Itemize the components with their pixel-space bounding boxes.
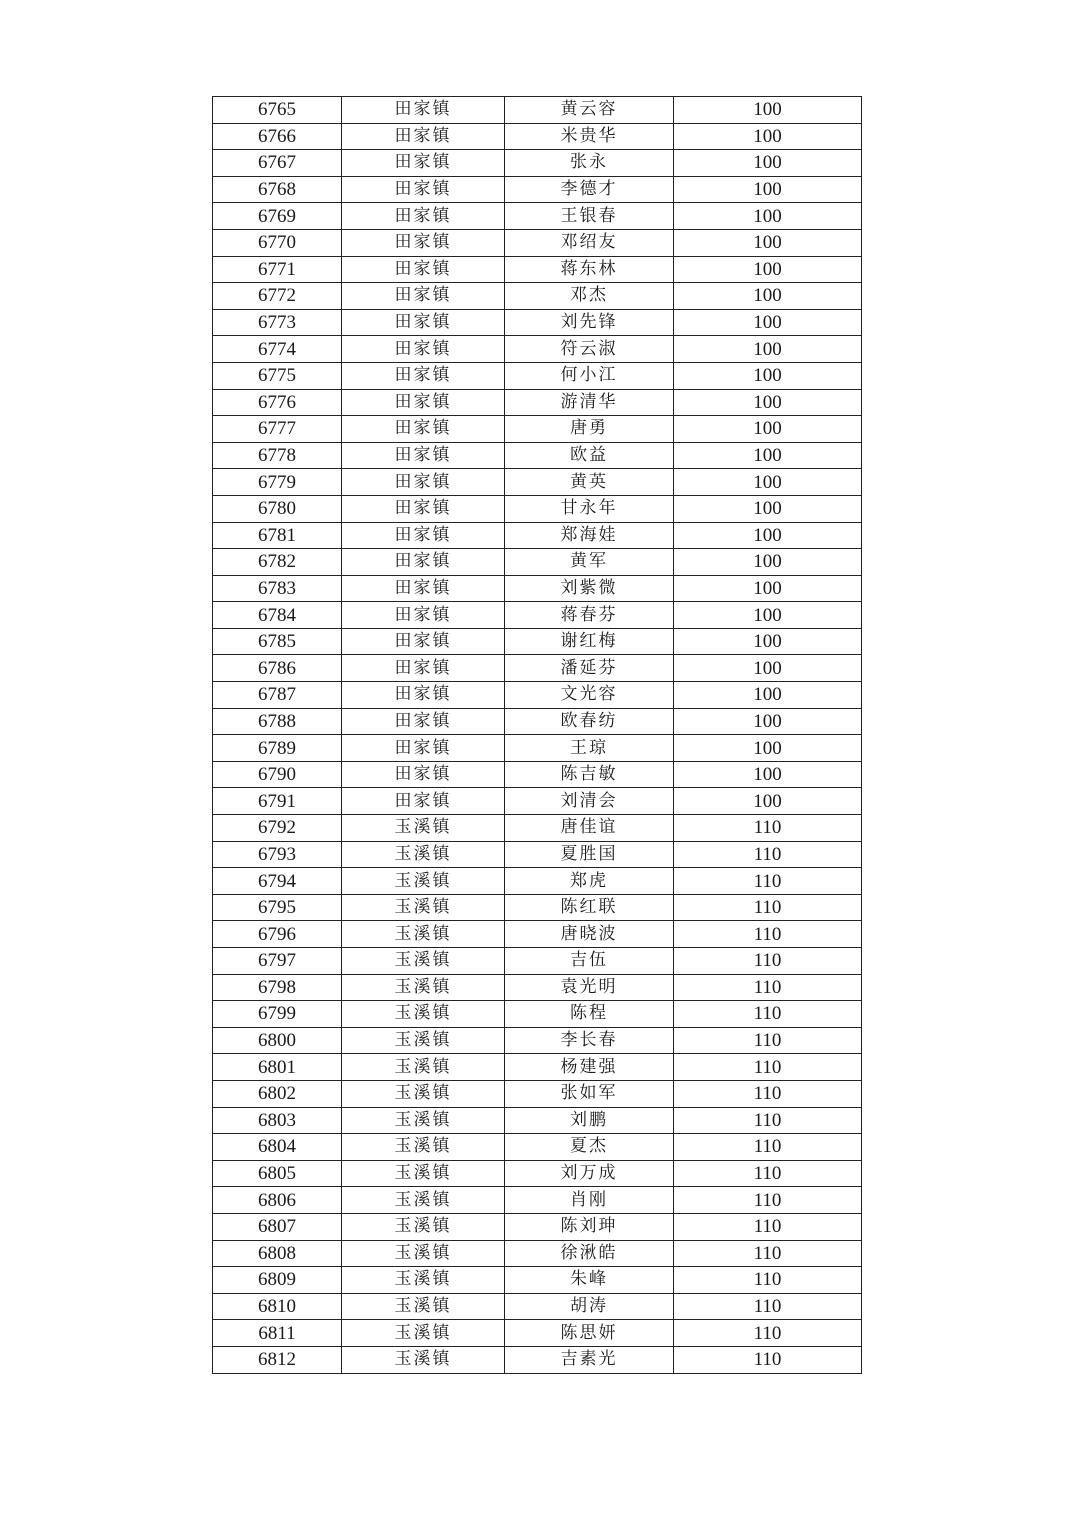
amount-cell: 110 — [674, 894, 862, 921]
table-row — [213, 123, 862, 150]
table-row — [213, 1054, 862, 1081]
amount-cell: 110 — [674, 1027, 862, 1054]
person-name-cell: 刘万成 — [505, 1160, 674, 1187]
person-name-cell: 张如军 — [505, 1080, 674, 1107]
table-row — [213, 974, 862, 1001]
table-row — [213, 602, 862, 629]
person-name-cell: 李德才 — [505, 176, 674, 203]
person-name-cell: 杨建强 — [505, 1054, 674, 1081]
table-row — [213, 97, 862, 124]
person-name-cell: 夏杰 — [505, 1134, 674, 1161]
amount-cell: 100 — [674, 469, 862, 496]
row-number-cell: 6790 — [213, 761, 342, 788]
person-name-cell: 陈刘珅 — [505, 1213, 674, 1240]
town-cell: 田家镇 — [342, 735, 505, 762]
amount-cell: 110 — [674, 1001, 862, 1028]
row-number-cell: 6786 — [213, 655, 342, 682]
person-name-cell: 陈吉敏 — [505, 761, 674, 788]
town-cell: 田家镇 — [342, 123, 505, 150]
amount-cell: 110 — [674, 1134, 862, 1161]
person-name-cell: 吉素光 — [505, 1346, 674, 1373]
row-number-cell: 6800 — [213, 1027, 342, 1054]
row-number-cell: 6789 — [213, 735, 342, 762]
town-cell: 田家镇 — [342, 628, 505, 655]
row-number-cell: 6795 — [213, 894, 342, 921]
table-row — [213, 1320, 862, 1347]
amount-cell: 100 — [674, 229, 862, 256]
town-cell: 玉溪镇 — [342, 1346, 505, 1373]
person-name-cell: 李长春 — [505, 1027, 674, 1054]
town-cell: 田家镇 — [342, 495, 505, 522]
row-number-cell: 6766 — [213, 123, 342, 150]
row-number-cell: 6810 — [213, 1293, 342, 1320]
row-number-cell: 6778 — [213, 442, 342, 469]
person-name-cell: 胡涛 — [505, 1293, 674, 1320]
amount-cell: 110 — [674, 815, 862, 842]
town-cell: 田家镇 — [342, 708, 505, 735]
table-row — [213, 522, 862, 549]
person-name-cell: 夏胜国 — [505, 841, 674, 868]
amount-cell: 100 — [674, 362, 862, 389]
person-name-cell: 朱峰 — [505, 1267, 674, 1294]
row-number-cell: 6804 — [213, 1134, 342, 1161]
person-name-cell: 文光容 — [505, 682, 674, 709]
town-cell: 田家镇 — [342, 549, 505, 576]
amount-cell: 100 — [674, 203, 862, 230]
amount-cell: 110 — [674, 1054, 862, 1081]
person-name-cell: 甘永年 — [505, 495, 674, 522]
amount-cell: 110 — [674, 841, 862, 868]
town-cell: 田家镇 — [342, 256, 505, 283]
town-cell: 田家镇 — [342, 97, 505, 124]
table-row — [213, 442, 862, 469]
amount-cell: 100 — [674, 150, 862, 177]
amount-cell: 100 — [674, 575, 862, 602]
person-name-cell: 蒋春芬 — [505, 602, 674, 629]
table-row — [213, 150, 862, 177]
table-row — [213, 868, 862, 895]
person-name-cell: 郑虎 — [505, 868, 674, 895]
row-number-cell: 6806 — [213, 1187, 342, 1214]
row-number-cell: 6767 — [213, 150, 342, 177]
amount-cell: 110 — [674, 921, 862, 948]
row-number-cell: 6791 — [213, 788, 342, 815]
amount-cell: 100 — [674, 309, 862, 336]
person-name-cell: 张永 — [505, 150, 674, 177]
table-row — [213, 815, 862, 842]
row-number-cell: 6774 — [213, 336, 342, 363]
town-cell: 田家镇 — [342, 336, 505, 363]
row-number-cell: 6803 — [213, 1107, 342, 1134]
town-cell: 玉溪镇 — [342, 921, 505, 948]
person-name-cell: 刘清会 — [505, 788, 674, 815]
amount-cell: 100 — [674, 655, 862, 682]
amount-cell: 100 — [674, 283, 862, 310]
row-number-cell: 6792 — [213, 815, 342, 842]
amount-cell: 100 — [674, 495, 862, 522]
table-row — [213, 655, 862, 682]
amount-cell: 110 — [674, 1187, 862, 1214]
amount-cell: 110 — [674, 974, 862, 1001]
person-name-cell: 游清华 — [505, 389, 674, 416]
table-row — [213, 362, 862, 389]
town-cell: 田家镇 — [342, 150, 505, 177]
person-name-cell: 王琼 — [505, 735, 674, 762]
table-row — [213, 628, 862, 655]
person-name-cell: 蒋东林 — [505, 256, 674, 283]
row-number-cell: 6776 — [213, 389, 342, 416]
town-cell: 玉溪镇 — [342, 1134, 505, 1161]
row-number-cell: 6793 — [213, 841, 342, 868]
table-row — [213, 229, 862, 256]
amount-cell: 110 — [674, 1293, 862, 1320]
row-number-cell: 6771 — [213, 256, 342, 283]
person-name-cell: 唐勇 — [505, 416, 674, 443]
person-name-cell: 何小江 — [505, 362, 674, 389]
town-cell: 玉溪镇 — [342, 841, 505, 868]
amount-cell: 100 — [674, 522, 862, 549]
amount-cell: 100 — [674, 336, 862, 363]
row-number-cell: 6777 — [213, 416, 342, 443]
row-number-cell: 6783 — [213, 575, 342, 602]
person-name-cell: 欧春纺 — [505, 708, 674, 735]
town-cell: 田家镇 — [342, 176, 505, 203]
table-row — [213, 1240, 862, 1267]
person-name-cell: 刘先锋 — [505, 309, 674, 336]
amount-cell: 110 — [674, 1267, 862, 1294]
person-name-cell: 黄英 — [505, 469, 674, 496]
table-row — [213, 1213, 862, 1240]
town-cell: 玉溪镇 — [342, 815, 505, 842]
amount-cell: 100 — [674, 442, 862, 469]
town-cell: 田家镇 — [342, 416, 505, 443]
table-row — [213, 1027, 862, 1054]
town-cell: 玉溪镇 — [342, 1320, 505, 1347]
town-cell: 田家镇 — [342, 362, 505, 389]
amount-cell: 110 — [674, 1107, 862, 1134]
person-name-cell: 刘紫微 — [505, 575, 674, 602]
table-row — [213, 1293, 862, 1320]
row-number-cell: 6772 — [213, 283, 342, 310]
table-row — [213, 203, 862, 230]
amount-cell: 100 — [674, 602, 862, 629]
person-name-cell: 唐佳谊 — [505, 815, 674, 842]
amount-cell: 110 — [674, 1346, 862, 1373]
amount-cell: 110 — [674, 868, 862, 895]
amount-cell: 100 — [674, 416, 862, 443]
person-name-cell: 邓绍友 — [505, 229, 674, 256]
row-number-cell: 6802 — [213, 1080, 342, 1107]
table-row — [213, 735, 862, 762]
person-name-cell: 潘延芬 — [505, 655, 674, 682]
row-number-cell: 6809 — [213, 1267, 342, 1294]
table-row — [213, 389, 862, 416]
person-name-cell: 黄军 — [505, 549, 674, 576]
town-cell: 田家镇 — [342, 229, 505, 256]
table-row — [213, 948, 862, 975]
town-cell: 田家镇 — [342, 575, 505, 602]
town-cell: 玉溪镇 — [342, 1080, 505, 1107]
row-number-cell: 6794 — [213, 868, 342, 895]
amount-cell: 100 — [674, 708, 862, 735]
row-number-cell: 6780 — [213, 495, 342, 522]
amount-cell: 100 — [674, 123, 862, 150]
amount-cell: 110 — [674, 1240, 862, 1267]
person-name-cell: 陈思妍 — [505, 1320, 674, 1347]
row-number-cell: 6773 — [213, 309, 342, 336]
table-row — [213, 1107, 862, 1134]
amount-cell: 110 — [674, 1213, 862, 1240]
person-name-cell: 刘鹏 — [505, 1107, 674, 1134]
amount-cell: 100 — [674, 761, 862, 788]
person-name-cell: 徐湫皓 — [505, 1240, 674, 1267]
amount-cell: 110 — [674, 1160, 862, 1187]
table-row — [213, 788, 862, 815]
table-row — [213, 495, 862, 522]
town-cell: 玉溪镇 — [342, 1267, 505, 1294]
table-row — [213, 336, 862, 363]
person-name-cell: 袁光明 — [505, 974, 674, 1001]
town-cell: 玉溪镇 — [342, 1054, 505, 1081]
town-cell: 玉溪镇 — [342, 1027, 505, 1054]
town-cell: 玉溪镇 — [342, 1187, 505, 1214]
town-cell: 田家镇 — [342, 309, 505, 336]
town-cell: 田家镇 — [342, 602, 505, 629]
table-row — [213, 283, 862, 310]
table-row — [213, 761, 862, 788]
table-row — [213, 1187, 862, 1214]
table-row — [213, 1134, 862, 1161]
amount-cell: 100 — [674, 97, 862, 124]
town-cell: 玉溪镇 — [342, 1240, 505, 1267]
amount-cell: 100 — [674, 549, 862, 576]
amount-cell: 110 — [674, 1320, 862, 1347]
amount-cell: 100 — [674, 176, 862, 203]
row-number-cell: 6781 — [213, 522, 342, 549]
town-cell: 田家镇 — [342, 283, 505, 310]
person-name-cell: 欧益 — [505, 442, 674, 469]
row-number-cell: 6787 — [213, 682, 342, 709]
town-cell: 玉溪镇 — [342, 974, 505, 1001]
amount-cell: 100 — [674, 628, 862, 655]
row-number-cell: 6788 — [213, 708, 342, 735]
person-name-cell: 黄云容 — [505, 97, 674, 124]
amount-cell: 100 — [674, 389, 862, 416]
town-cell: 玉溪镇 — [342, 1001, 505, 1028]
town-cell: 玉溪镇 — [342, 1293, 505, 1320]
person-name-cell: 肖刚 — [505, 1187, 674, 1214]
table-row — [213, 309, 862, 336]
person-name-cell: 吉伍 — [505, 948, 674, 975]
row-number-cell: 6765 — [213, 97, 342, 124]
row-number-cell: 6784 — [213, 602, 342, 629]
town-cell: 玉溪镇 — [342, 868, 505, 895]
table-row — [213, 1001, 862, 1028]
town-cell: 田家镇 — [342, 442, 505, 469]
row-number-cell: 6779 — [213, 469, 342, 496]
row-number-cell: 6811 — [213, 1320, 342, 1347]
row-number-cell: 6797 — [213, 948, 342, 975]
person-name-cell: 邓杰 — [505, 283, 674, 310]
table-row — [213, 176, 862, 203]
table-row — [213, 894, 862, 921]
person-name-cell: 郑海娃 — [505, 522, 674, 549]
town-cell: 田家镇 — [342, 469, 505, 496]
person-name-cell: 符云淑 — [505, 336, 674, 363]
amount-cell: 110 — [674, 948, 862, 975]
row-number-cell: 6798 — [213, 974, 342, 1001]
table-row — [213, 921, 862, 948]
town-cell: 玉溪镇 — [342, 948, 505, 975]
person-name-cell: 米贵华 — [505, 123, 674, 150]
amount-cell: 100 — [674, 256, 862, 283]
amount-cell: 100 — [674, 735, 862, 762]
town-cell: 玉溪镇 — [342, 894, 505, 921]
town-cell: 田家镇 — [342, 682, 505, 709]
row-number-cell: 6770 — [213, 229, 342, 256]
row-number-cell: 6808 — [213, 1240, 342, 1267]
table-row — [213, 1080, 862, 1107]
person-name-cell: 王银春 — [505, 203, 674, 230]
town-cell: 田家镇 — [342, 788, 505, 815]
roster-table-body — [213, 97, 862, 1374]
row-number-cell: 6807 — [213, 1213, 342, 1240]
town-cell: 田家镇 — [342, 655, 505, 682]
table-row — [213, 1267, 862, 1294]
table-row — [213, 256, 862, 283]
row-number-cell: 6785 — [213, 628, 342, 655]
row-number-cell: 6768 — [213, 176, 342, 203]
town-cell: 玉溪镇 — [342, 1160, 505, 1187]
amount-cell: 110 — [674, 1080, 862, 1107]
row-number-cell: 6805 — [213, 1160, 342, 1187]
row-number-cell: 6775 — [213, 362, 342, 389]
town-cell: 玉溪镇 — [342, 1107, 505, 1134]
table-row — [213, 708, 862, 735]
table-row — [213, 549, 862, 576]
amount-cell: 100 — [674, 682, 862, 709]
row-number-cell: 6769 — [213, 203, 342, 230]
row-number-cell: 6812 — [213, 1346, 342, 1373]
person-name-cell: 陈程 — [505, 1001, 674, 1028]
row-number-cell: 6796 — [213, 921, 342, 948]
row-number-cell: 6801 — [213, 1054, 342, 1081]
row-number-cell: 6782 — [213, 549, 342, 576]
roster-table — [212, 96, 862, 1374]
person-name-cell: 唐晓波 — [505, 921, 674, 948]
town-cell: 玉溪镇 — [342, 1213, 505, 1240]
table-row — [213, 682, 862, 709]
town-cell: 田家镇 — [342, 522, 505, 549]
amount-cell: 100 — [674, 788, 862, 815]
table-row — [213, 841, 862, 868]
town-cell: 田家镇 — [342, 389, 505, 416]
person-name-cell: 陈红联 — [505, 894, 674, 921]
row-number-cell: 6799 — [213, 1001, 342, 1028]
table-row — [213, 1346, 862, 1373]
town-cell: 田家镇 — [342, 203, 505, 230]
table-row — [213, 469, 862, 496]
table-row — [213, 416, 862, 443]
table-row — [213, 1160, 862, 1187]
town-cell: 田家镇 — [342, 761, 505, 788]
table-row — [213, 575, 862, 602]
person-name-cell: 谢红梅 — [505, 628, 674, 655]
